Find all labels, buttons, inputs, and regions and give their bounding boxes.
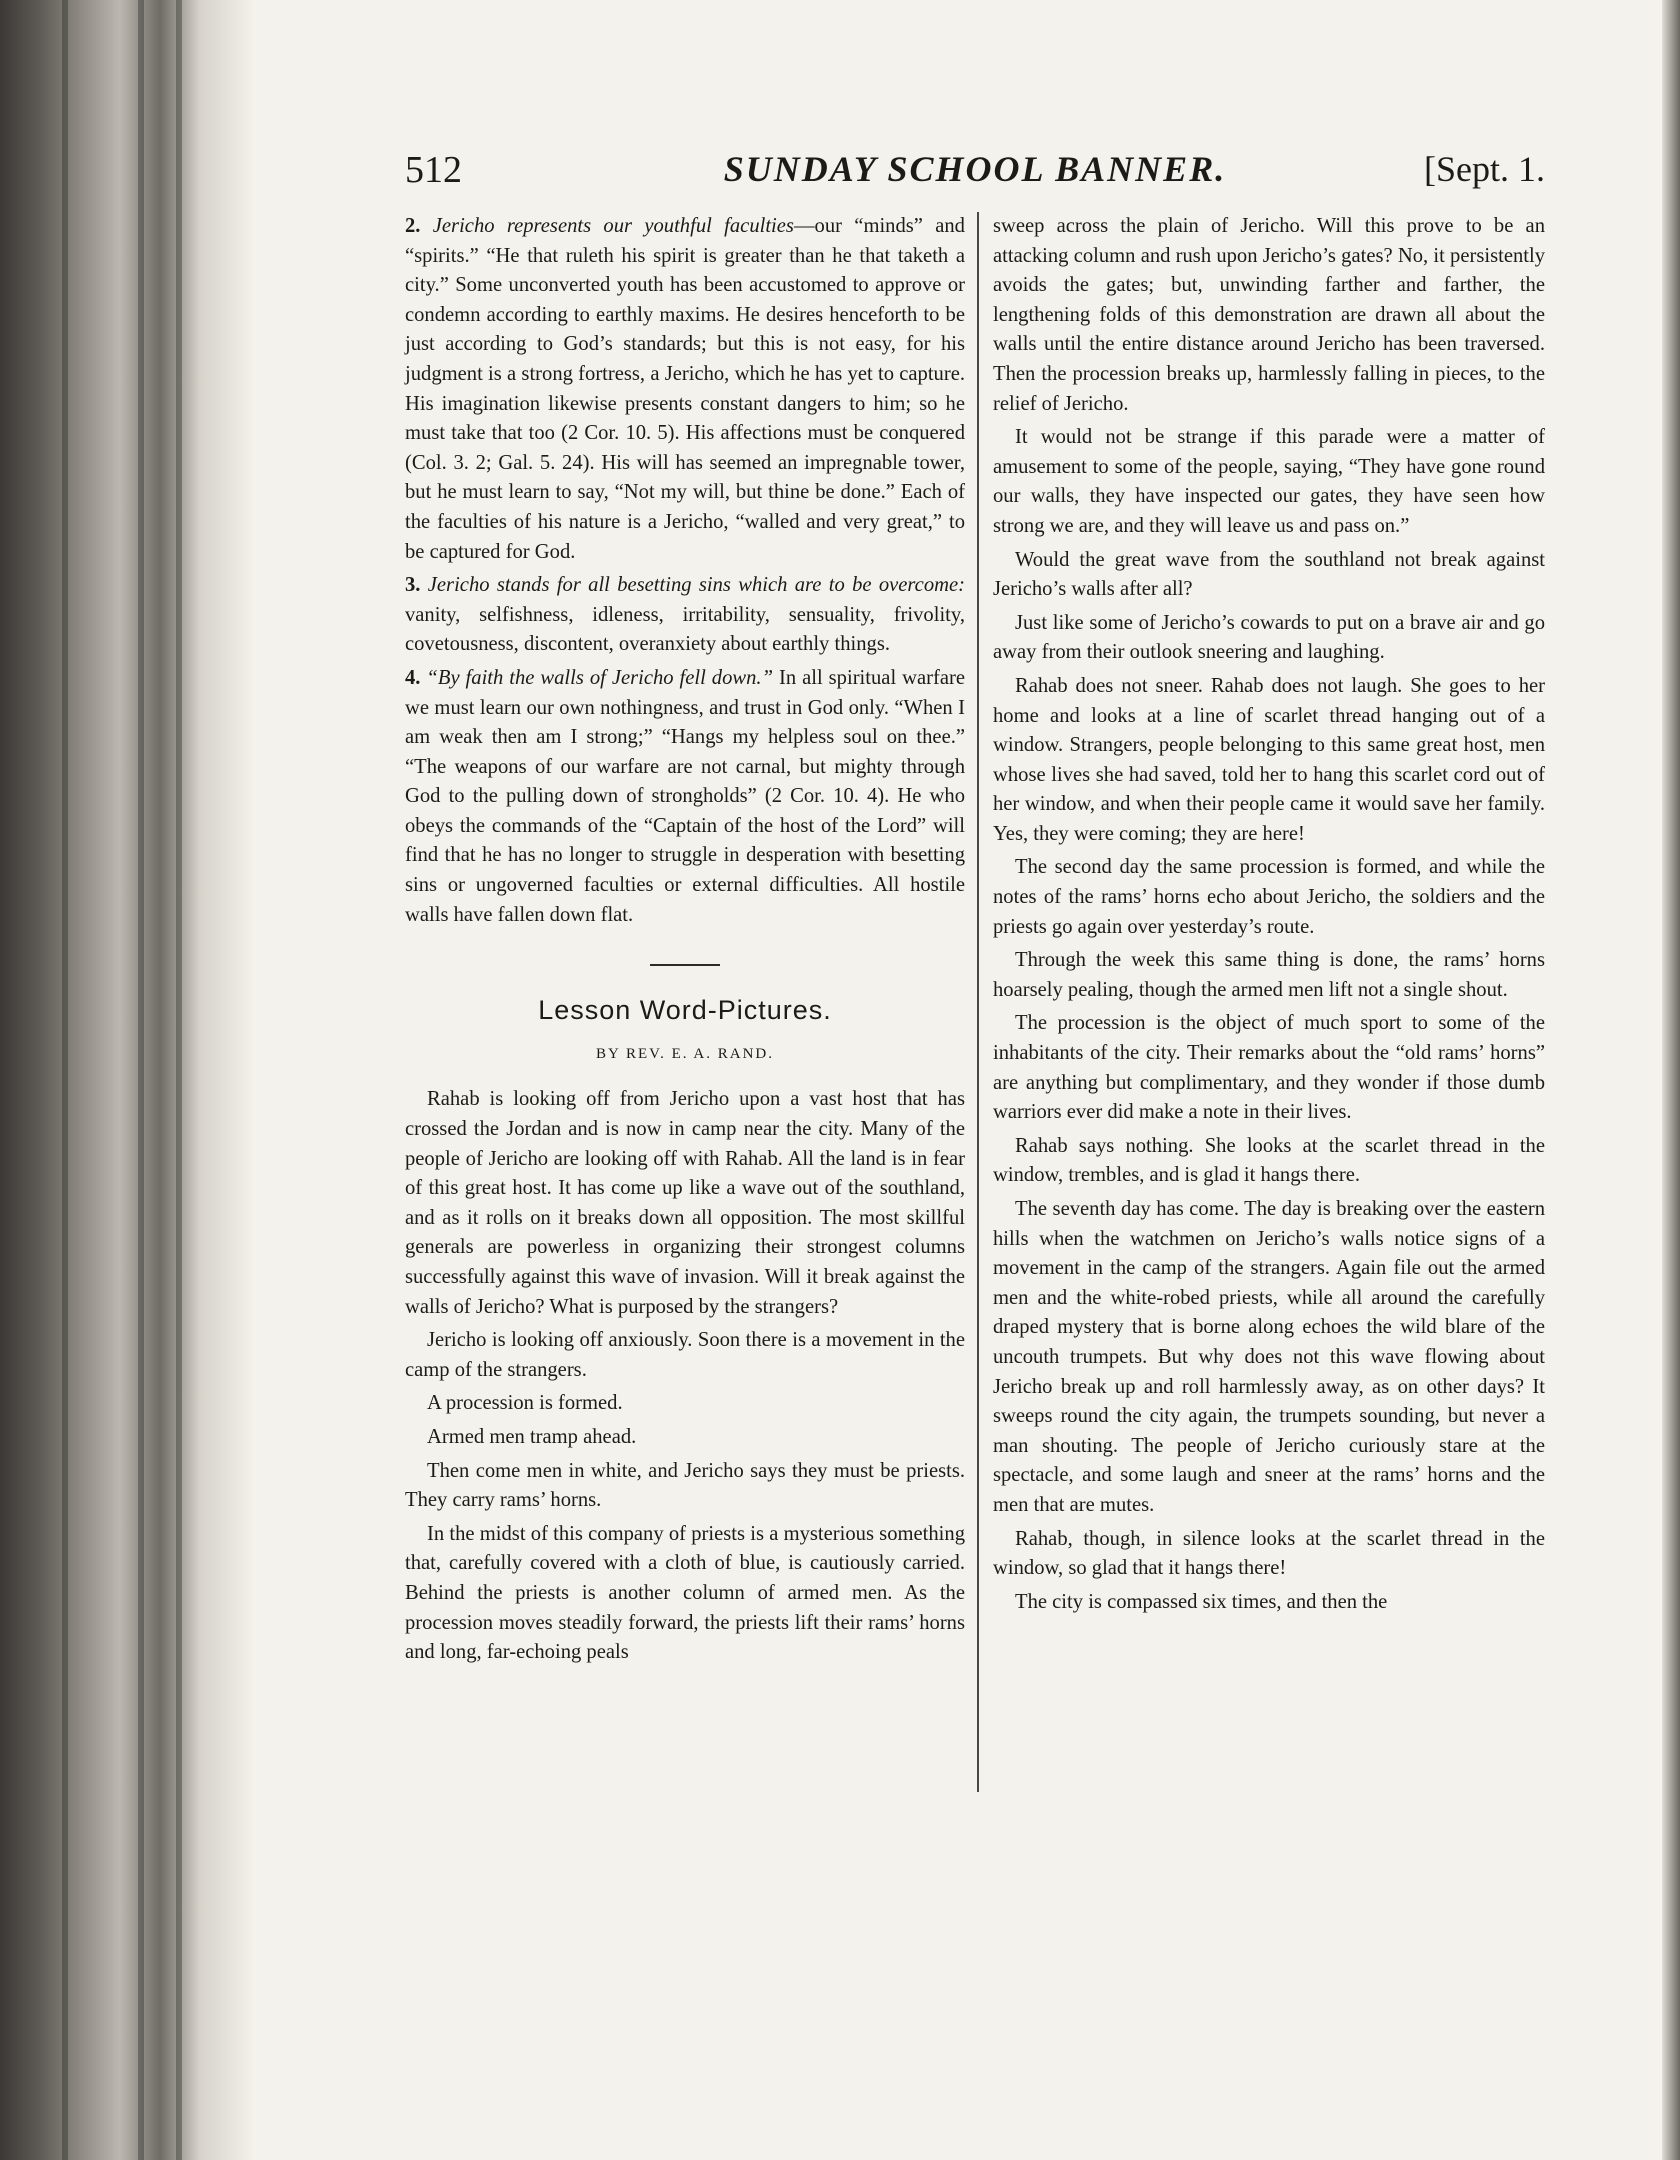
paragraph: Just like some of Jericho’s cowards to put on a brave air and go away from their outlook sneering and laughing.	[993, 611, 1545, 664]
point-title: Jericho represents our youthful faculties	[432, 215, 794, 237]
spine-stripe	[62, 0, 68, 2160]
paragraph: The second day the same procession is formed, and while the notes of the rams’ horns echo about Jericho, the soldiers and the priests go again over yesterday’s route.	[993, 856, 1545, 938]
byline: BY REV. E. A. RAND.	[595, 1045, 775, 1062]
paragraph: Armed men tramp ahead.	[427, 1425, 637, 1448]
paragraph: Rahab, though, in silence looks at the scarlet thread in the window, so glad that it hangs there!	[993, 1527, 1545, 1580]
paragraph: Jericho is looking off anxiously. Soon there is a movement in the camp of the strangers.	[405, 1329, 965, 1381]
page-number: 512	[405, 149, 462, 191]
point-title: Jericho stands for all besetting sins which are to be overcome:	[427, 574, 965, 597]
page-header	[405, 140, 1545, 200]
paragraph: Rahab is looking off from Jericho upon a vast host that has crossed the Jordan and is now in camp near the city. Many of the people of Jericho are looking off with Rahab. All the land is in fear of this great host. It has come up like a wave out of the southland, and as it rolls on it breaks down all opposition. The most skillful generals are powerless in organizing their strongest columns successfully against this wave of invasion. Will it break against the walls of Jericho? What is purposed by the strangers?	[405, 1088, 965, 1318]
paragraph: Through the week this same thing is done, the rams’ horns hoarsely pealing, though the armed men lift not a single shout.	[993, 949, 1545, 1001]
section-title: Lesson Word-Pictures.	[538, 995, 832, 1026]
header-date: [Sept. 1.	[1424, 149, 1545, 189]
paragraph: A procession is formed.	[427, 1392, 623, 1415]
paragraph: Would the great wave from the southland not break against Jericho’s walls after all?	[993, 548, 1545, 601]
paragraph: The city is compassed six times, and then the	[1015, 1590, 1388, 1613]
running-title: SUNDAY SCHOOL BANNER.	[723, 149, 1227, 189]
book-spine-shadow	[0, 0, 255, 2160]
point-title: “By faith the walls of Jericho fell down.”	[426, 666, 774, 689]
section-divider	[650, 964, 720, 966]
paragraph: Rahab does not sneer. Rahab does not laugh. She goes to her home and looks at a line of scarlet thread hanging out of a window. Strangers, people belonging to this same great host, men whose lives she had saved, told her to hang this scarlet cord out of her window, and when their people came it would save her family. Yes, they were coming; they are here!	[993, 674, 1545, 845]
paragraph: It would not be strange if this parade were a matter of amusement to some of the people, saying, “They have gone round our walls, they have inspected our gates, they have seen how strong we are, and they will leave us and pass on.”	[993, 426, 1545, 537]
paragraph: Rahab says nothing. She looks at the scarlet thread in the window, trembles, and is glad it hangs there.	[993, 1134, 1545, 1187]
point-4	[405, 664, 965, 930]
paragraph: The seventh day has come. The day is breaking over the eastern hills when the watchmen on Jericho’s walls notice signs of a movement in the camp of the strangers. Again file out the armed men and the white-robed priests, while all around the carefully draped mystery that is borne along echoes the wild blare of the uncouth trumpets. But why does not this wave flowing about Jericho break up and roll harmlessly away, as on other days? It sweeps round the city again, the trumpets sounding, but never a man shouting. The people of Jericho curiously stare at the spectacle, and some laugh and sneer at the rams’ horns and the men that are mutes.	[993, 1198, 1545, 1516]
spine-stripe	[176, 0, 182, 2160]
paragraph: Then come men in white, and Jericho says they must be priests. They carry rams’ horns.	[405, 1459, 965, 1512]
spine-stripe	[138, 0, 144, 2160]
column-rule	[977, 212, 979, 1792]
point-body: —our “minds” and “spirits.” “He that ruleth his spirit is greater than he that taketh a city.” Some unconverted youth has been accustomed to approve or condemn according to earthly maxims. He desires henceforth to be just according to God’s standards; but this is not easy, for his judgment is a strong fortress, a Jericho, which he has yet to capture. His imagination likewise presents constant dangers to him; so he must take that too (2 Cor. 10. 5). His affections must be conquered (Col. 3. 2; Gal. 5. 24). His will has seemed an impregnable tower, but he must learn to say, “Not my will, but thine be done.” Each of the faculties of his nature is a Jericho, “walled and very great,” to be captured for God.	[405, 215, 965, 563]
paragraph-continued: sweep across the plain of Jericho. Will this prove to be an attacking column and rush upon Jericho’s gates? No, it persistently avoids the gates; but, unwinding farther and farther, the lengthening folds of this demonstration are drawn all about the walls until the entire distance around Jericho has been traversed. Then the procession breaks up, harmlessly falling in pieces, to the relief of Jericho.	[993, 215, 1545, 415]
point-number: 3.	[405, 574, 421, 597]
paragraph: The procession is the object of much sport to some of the inhabitants of the city. Their remarks about the “old rams’ horns” are anything but complimentary, and they wonder if those dumb warriors ever did make a note in their lives.	[993, 1012, 1545, 1124]
point-3	[405, 571, 965, 660]
point-number: 4.	[405, 666, 421, 689]
paragraph: In the midst of this company of priests is a mysterious something that, carefully covered with a cloth of blue, is cautiously carried. Behind the priests is another column of armed men. As the procession moves steadily forward, the priests lift their rams’ horns and long, far-echoing peals	[405, 1522, 965, 1664]
point-body: vanity, selfishness, idleness, irritability, sensuality, frivolity, covetousness, discontent, overanxiety about earthly things.	[405, 603, 965, 656]
point-body: In all spiritual warfare we must learn our own nothingness, and trust in God only. “When I am weak then am I strong;” “Hangs my helpless soul on thee.” “The weapons of our warfare are not carnal, but mighty through God to the pulling down of strongholds” (2 Cor. 10. 4). He who obeys the commands of the “Captain of the host of the Lord” will find that he has no longer to struggle in desperation with besetting sins or ungoverned faculties or external difficulties. All hostile walls have fallen down flat.	[405, 666, 965, 926]
left-column	[405, 212, 965, 1672]
page-right-edge	[1662, 0, 1680, 2160]
point-number: 2.	[405, 215, 421, 237]
point-2	[405, 212, 965, 567]
right-column	[993, 212, 1545, 1621]
